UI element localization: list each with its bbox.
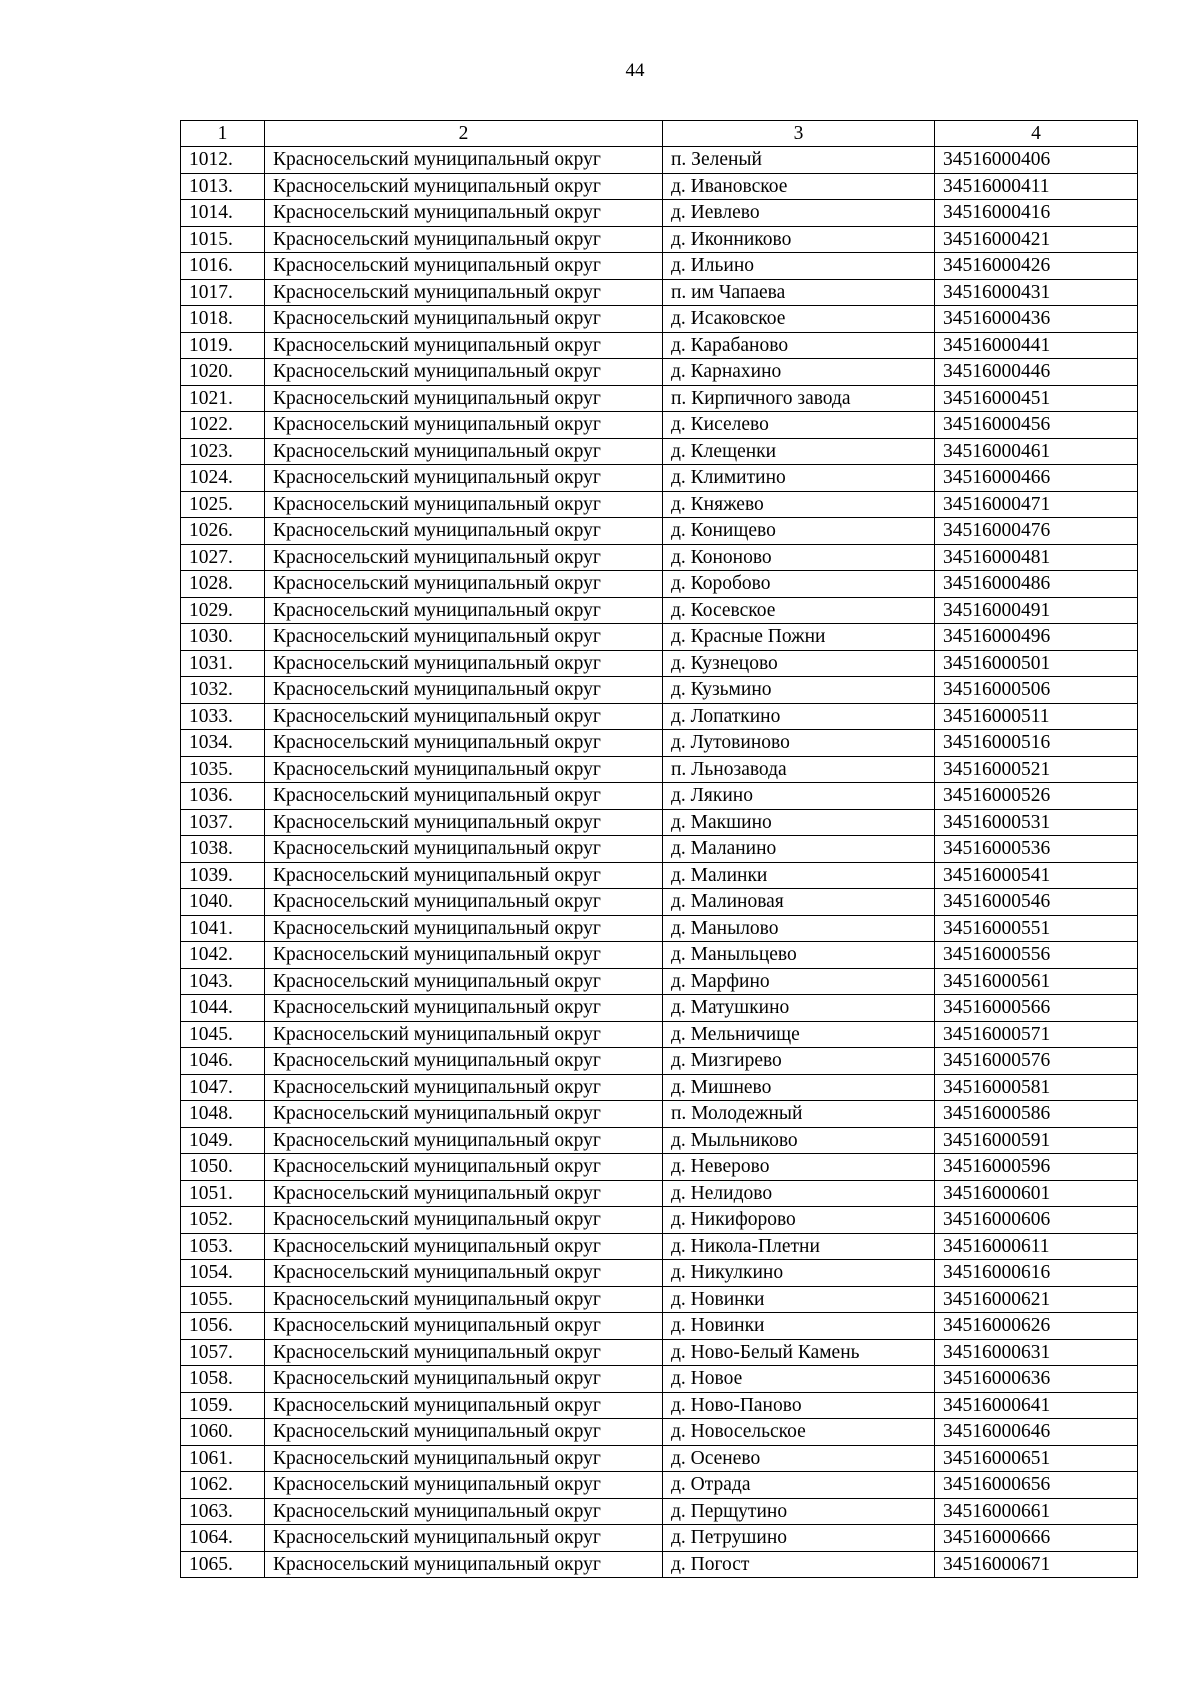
oktmo-code-cell: 34516000616: [935, 1260, 1138, 1287]
settlement-cell: п. им Чапаева: [663, 279, 935, 306]
row-number-cell: 1012.: [181, 147, 265, 174]
oktmo-code-cell: 34516000546: [935, 889, 1138, 916]
table-row: [181, 703, 1138, 730]
oktmo-code-cell: 34516000666: [935, 1525, 1138, 1552]
column-header-1: 1: [181, 121, 265, 147]
table-row: [181, 809, 1138, 836]
table-row: [181, 465, 1138, 492]
table-row: [181, 915, 1138, 942]
settlement-cell: д. Кононово: [663, 544, 935, 571]
registry-table: [180, 120, 1138, 1578]
oktmo-code-cell: 34516000541: [935, 862, 1138, 889]
municipality-cell: Красносельский муниципальный округ: [265, 1419, 663, 1446]
row-number-cell: 1063.: [181, 1498, 265, 1525]
settlement-cell: д. Киселево: [663, 412, 935, 439]
settlement-cell: д. Конищево: [663, 518, 935, 545]
row-number-cell: 1018.: [181, 306, 265, 333]
settlement-cell: д. Новинки: [663, 1286, 935, 1313]
table-row: [181, 1074, 1138, 1101]
municipality-cell: Красносельский муниципальный округ: [265, 253, 663, 280]
oktmo-code-cell: 34516000651: [935, 1445, 1138, 1472]
oktmo-code-cell: 34516000621: [935, 1286, 1138, 1313]
oktmo-code-cell: 34516000631: [935, 1339, 1138, 1366]
settlement-cell: д. Красные Пожни: [663, 624, 935, 651]
oktmo-code-cell: 34516000611: [935, 1233, 1138, 1260]
oktmo-code-cell: 34516000486: [935, 571, 1138, 598]
oktmo-code-cell: 34516000531: [935, 809, 1138, 836]
municipality-cell: Красносельский муниципальный округ: [265, 279, 663, 306]
municipality-cell: Красносельский муниципальный округ: [265, 1048, 663, 1075]
table-row: [181, 1392, 1138, 1419]
column-header-2: 2: [265, 121, 663, 147]
settlement-cell: д. Никола-Плетни: [663, 1233, 935, 1260]
row-number-cell: 1032.: [181, 677, 265, 704]
table-row: [181, 968, 1138, 995]
row-number-cell: 1051.: [181, 1180, 265, 1207]
table-row: [181, 756, 1138, 783]
oktmo-code-cell: 34516000601: [935, 1180, 1138, 1207]
settlement-cell: д. Климитино: [663, 465, 935, 492]
oktmo-code-cell: 34516000566: [935, 995, 1138, 1022]
municipality-cell: Красносельский муниципальный округ: [265, 756, 663, 783]
municipality-cell: Красносельский муниципальный округ: [265, 1154, 663, 1181]
municipality-cell: Красносельский муниципальный округ: [265, 359, 663, 386]
settlement-cell: д. Новосельское: [663, 1419, 935, 1446]
municipality-cell: Красносельский муниципальный округ: [265, 412, 663, 439]
oktmo-code-cell: 34516000471: [935, 491, 1138, 518]
municipality-cell: Красносельский муниципальный округ: [265, 1021, 663, 1048]
row-number-cell: 1058.: [181, 1366, 265, 1393]
table-body: [181, 147, 1138, 1578]
oktmo-code-cell: 34516000581: [935, 1074, 1138, 1101]
table-row: [181, 730, 1138, 757]
settlement-cell: д. Никифорово: [663, 1207, 935, 1234]
row-number-cell: 1029.: [181, 597, 265, 624]
oktmo-code-cell: 34516000526: [935, 783, 1138, 810]
settlement-cell: д. Нелидово: [663, 1180, 935, 1207]
table-row: [181, 253, 1138, 280]
settlement-cell: п. Молодежный: [663, 1101, 935, 1128]
municipality-cell: Красносельский муниципальный округ: [265, 1366, 663, 1393]
row-number-cell: 1017.: [181, 279, 265, 306]
row-number-cell: 1025.: [181, 491, 265, 518]
table-row: [181, 1048, 1138, 1075]
table-row: [181, 200, 1138, 227]
settlement-cell: д. Новое: [663, 1366, 935, 1393]
row-number-cell: 1016.: [181, 253, 265, 280]
settlement-cell: д. Мишнево: [663, 1074, 935, 1101]
row-number-cell: 1014.: [181, 200, 265, 227]
row-number-cell: 1045.: [181, 1021, 265, 1048]
table-row: [181, 412, 1138, 439]
row-number-cell: 1047.: [181, 1074, 265, 1101]
table-row: [181, 597, 1138, 624]
settlement-cell: п. Зеленый: [663, 147, 935, 174]
settlement-cell: д. Карнахино: [663, 359, 935, 386]
municipality-cell: Красносельский муниципальный округ: [265, 836, 663, 863]
row-number-cell: 1050.: [181, 1154, 265, 1181]
settlement-cell: д. Мизгирево: [663, 1048, 935, 1075]
table-row: [181, 438, 1138, 465]
municipality-cell: Красносельский муниципальный округ: [265, 624, 663, 651]
municipality-cell: Красносельский муниципальный округ: [265, 544, 663, 571]
settlement-cell: д. Кузьмино: [663, 677, 935, 704]
row-number-cell: 1034.: [181, 730, 265, 757]
row-number-cell: 1021.: [181, 385, 265, 412]
settlement-cell: д. Исаковское: [663, 306, 935, 333]
oktmo-code-cell: 34516000591: [935, 1127, 1138, 1154]
row-number-cell: 1040.: [181, 889, 265, 916]
row-number-cell: 1035.: [181, 756, 265, 783]
row-number-cell: 1020.: [181, 359, 265, 386]
oktmo-code-cell: 34516000636: [935, 1366, 1138, 1393]
row-number-cell: 1015.: [181, 226, 265, 253]
row-number-cell: 1041.: [181, 915, 265, 942]
municipality-cell: Красносельский муниципальный округ: [265, 1551, 663, 1578]
table-row: [181, 1021, 1138, 1048]
oktmo-code-cell: 34516000536: [935, 836, 1138, 863]
municipality-cell: Красносельский муниципальный округ: [265, 518, 663, 545]
municipality-cell: Красносельский муниципальный округ: [265, 226, 663, 253]
municipality-cell: Красносельский муниципальный округ: [265, 677, 663, 704]
row-number-cell: 1038.: [181, 836, 265, 863]
table-row: [181, 306, 1138, 333]
oktmo-code-cell: 34516000406: [935, 147, 1138, 174]
municipality-cell: Красносельский муниципальный округ: [265, 650, 663, 677]
settlement-cell: д. Ивановское: [663, 173, 935, 200]
table-row: [181, 650, 1138, 677]
municipality-cell: Красносельский муниципальный округ: [265, 1339, 663, 1366]
settlement-cell: д. Клещенки: [663, 438, 935, 465]
settlement-cell: д. Карабаново: [663, 332, 935, 359]
oktmo-code-cell: 34516000481: [935, 544, 1138, 571]
municipality-cell: Красносельский муниципальный округ: [265, 968, 663, 995]
settlement-cell: д. Коробово: [663, 571, 935, 598]
page-number: 44: [625, 60, 645, 81]
municipality-cell: Красносельский муниципальный округ: [265, 889, 663, 916]
row-number-cell: 1033.: [181, 703, 265, 730]
table-row: [181, 332, 1138, 359]
oktmo-code-cell: 34516000561: [935, 968, 1138, 995]
table-row: [181, 359, 1138, 386]
settlement-cell: д. Маланино: [663, 836, 935, 863]
table-row: [181, 1445, 1138, 1472]
table-row: [181, 1286, 1138, 1313]
municipality-cell: Красносельский муниципальный округ: [265, 915, 663, 942]
municipality-cell: Красносельский муниципальный округ: [265, 809, 663, 836]
row-number-cell: 1036.: [181, 783, 265, 810]
row-number-cell: 1023.: [181, 438, 265, 465]
oktmo-code-cell: 34516000421: [935, 226, 1138, 253]
oktmo-code-cell: 34516000436: [935, 306, 1138, 333]
row-number-cell: 1013.: [181, 173, 265, 200]
table-row: [181, 1180, 1138, 1207]
table-row: [181, 1260, 1138, 1287]
table-row: [181, 173, 1138, 200]
oktmo-code-cell: 34516000501: [935, 650, 1138, 677]
settlement-cell: д. Осенево: [663, 1445, 935, 1472]
settlement-cell: д. Княжево: [663, 491, 935, 518]
municipality-cell: Красносельский муниципальный округ: [265, 1101, 663, 1128]
table-row: [181, 1525, 1138, 1552]
municipality-cell: Красносельский муниципальный округ: [265, 491, 663, 518]
settlement-cell: п. Льнозавода: [663, 756, 935, 783]
table-row: [181, 518, 1138, 545]
municipality-cell: Красносельский муниципальный округ: [265, 438, 663, 465]
table-row: [181, 1207, 1138, 1234]
table-row: [181, 1419, 1138, 1446]
table-row: [181, 624, 1138, 651]
oktmo-code-cell: 34516000661: [935, 1498, 1138, 1525]
oktmo-code-cell: 34516000551: [935, 915, 1138, 942]
oktmo-code-cell: 34516000456: [935, 412, 1138, 439]
table-row: [181, 836, 1138, 863]
row-number-cell: 1064.: [181, 1525, 265, 1552]
settlement-cell: д. Отрада: [663, 1472, 935, 1499]
settlement-cell: д. Малинки: [663, 862, 935, 889]
settlement-cell: д. Перщутино: [663, 1498, 935, 1525]
table-row: [181, 385, 1138, 412]
row-number-cell: 1024.: [181, 465, 265, 492]
municipality-cell: Красносельский муниципальный округ: [265, 385, 663, 412]
oktmo-code-cell: 34516000446: [935, 359, 1138, 386]
oktmo-code-cell: 34516000606: [935, 1207, 1138, 1234]
settlement-cell: д. Марфино: [663, 968, 935, 995]
oktmo-code-cell: 34516000431: [935, 279, 1138, 306]
row-number-cell: 1019.: [181, 332, 265, 359]
municipality-cell: Красносельский муниципальный округ: [265, 1392, 663, 1419]
oktmo-code-cell: 34516000641: [935, 1392, 1138, 1419]
table-row: [181, 1233, 1138, 1260]
row-number-cell: 1048.: [181, 1101, 265, 1128]
table-row: [181, 995, 1138, 1022]
row-number-cell: 1059.: [181, 1392, 265, 1419]
row-number-cell: 1031.: [181, 650, 265, 677]
oktmo-code-cell: 34516000521: [935, 756, 1138, 783]
oktmo-code-cell: 34516000556: [935, 942, 1138, 969]
table-row: [181, 783, 1138, 810]
municipality-cell: Красносельский муниципальный округ: [265, 332, 663, 359]
column-header-3: 3: [663, 121, 935, 147]
settlement-cell: д. Косевское: [663, 597, 935, 624]
municipality-cell: Красносельский муниципальный округ: [265, 730, 663, 757]
settlement-cell: д. Ильино: [663, 253, 935, 280]
row-number-cell: 1054.: [181, 1260, 265, 1287]
row-number-cell: 1027.: [181, 544, 265, 571]
settlement-cell: д. Манылово: [663, 915, 935, 942]
table-row: [181, 862, 1138, 889]
settlement-cell: д. Петрушино: [663, 1525, 935, 1552]
column-header-4: 4: [935, 121, 1138, 147]
settlement-cell: д. Лопаткино: [663, 703, 935, 730]
table-row: [181, 942, 1138, 969]
table-row: [181, 1154, 1138, 1181]
row-number-cell: 1044.: [181, 995, 265, 1022]
oktmo-code-cell: 34516000491: [935, 597, 1138, 624]
municipality-cell: Красносельский муниципальный округ: [265, 1525, 663, 1552]
oktmo-code-cell: 34516000656: [935, 1472, 1138, 1499]
row-number-cell: 1061.: [181, 1445, 265, 1472]
table-row: [181, 279, 1138, 306]
municipality-cell: Красносельский муниципальный округ: [265, 1127, 663, 1154]
row-number-cell: 1030.: [181, 624, 265, 651]
row-number-cell: 1026.: [181, 518, 265, 545]
row-number-cell: 1043.: [181, 968, 265, 995]
municipality-cell: Красносельский муниципальный округ: [265, 1074, 663, 1101]
settlement-cell: д. Лякино: [663, 783, 935, 810]
municipality-cell: Красносельский муниципальный округ: [265, 783, 663, 810]
settlement-cell: д. Ново-Белый Камень: [663, 1339, 935, 1366]
settlement-cell: д. Ново-Паново: [663, 1392, 935, 1419]
oktmo-code-cell: 34516000476: [935, 518, 1138, 545]
municipality-cell: Красносельский муниципальный округ: [265, 306, 663, 333]
settlement-cell: д. Новинки: [663, 1313, 935, 1340]
row-number-cell: 1056.: [181, 1313, 265, 1340]
settlement-cell: д. Мыльниково: [663, 1127, 935, 1154]
municipality-cell: Красносельский муниципальный округ: [265, 1260, 663, 1287]
settlement-cell: д. Малиновая: [663, 889, 935, 916]
row-number-cell: 1057.: [181, 1339, 265, 1366]
settlement-cell: д. Маныльцево: [663, 942, 935, 969]
row-number-cell: 1055.: [181, 1286, 265, 1313]
table-row: [181, 226, 1138, 253]
municipality-cell: Красносельский муниципальный округ: [265, 571, 663, 598]
municipality-cell: Красносельский муниципальный округ: [265, 942, 663, 969]
oktmo-code-cell: 34516000511: [935, 703, 1138, 730]
settlement-cell: п. Кирпичного завода: [663, 385, 935, 412]
table-row: [181, 1498, 1138, 1525]
settlement-cell: д. Лутовиново: [663, 730, 935, 757]
municipality-cell: Красносельский муниципальный округ: [265, 147, 663, 174]
oktmo-code-cell: 34516000451: [935, 385, 1138, 412]
row-number-cell: 1022.: [181, 412, 265, 439]
municipality-cell: Красносельский муниципальный округ: [265, 465, 663, 492]
oktmo-code-cell: 34516000586: [935, 1101, 1138, 1128]
municipality-cell: Красносельский муниципальный округ: [265, 1445, 663, 1472]
settlement-cell: д. Иевлево: [663, 200, 935, 227]
municipality-cell: Красносельский муниципальный округ: [265, 597, 663, 624]
row-number-cell: 1065.: [181, 1551, 265, 1578]
row-number-cell: 1037.: [181, 809, 265, 836]
oktmo-code-cell: 34516000646: [935, 1419, 1138, 1446]
table-row: [181, 677, 1138, 704]
settlement-cell: д. Матушкино: [663, 995, 935, 1022]
table-row: [181, 1339, 1138, 1366]
row-number-cell: 1060.: [181, 1419, 265, 1446]
municipality-cell: Красносельский муниципальный округ: [265, 862, 663, 889]
table-row: [181, 1551, 1138, 1578]
oktmo-code-cell: 34516000441: [935, 332, 1138, 359]
settlement-cell: д. Никулкино: [663, 1260, 935, 1287]
table-row: [181, 889, 1138, 916]
table-row: [181, 1313, 1138, 1340]
settlement-cell: д. Иконниково: [663, 226, 935, 253]
row-number-cell: 1039.: [181, 862, 265, 889]
row-number-cell: 1028.: [181, 571, 265, 598]
oktmo-code-cell: 34516000506: [935, 677, 1138, 704]
municipality-cell: Красносельский муниципальный округ: [265, 995, 663, 1022]
row-number-cell: 1046.: [181, 1048, 265, 1075]
table-row: [181, 491, 1138, 518]
table-row: [181, 1472, 1138, 1499]
table-row: [181, 544, 1138, 571]
municipality-cell: Красносельский муниципальный округ: [265, 1180, 663, 1207]
table-row: [181, 147, 1138, 174]
oktmo-code-cell: 34516000461: [935, 438, 1138, 465]
municipality-cell: Красносельский муниципальный округ: [265, 1472, 663, 1499]
table-row: [181, 1366, 1138, 1393]
row-number-cell: 1053.: [181, 1233, 265, 1260]
municipality-cell: Красносельский муниципальный округ: [265, 1233, 663, 1260]
row-number-cell: 1052.: [181, 1207, 265, 1234]
oktmo-code-cell: 34516000596: [935, 1154, 1138, 1181]
row-number-cell: 1042.: [181, 942, 265, 969]
row-number-cell: 1049.: [181, 1127, 265, 1154]
table-row: [181, 1101, 1138, 1128]
settlement-cell: д. Неверово: [663, 1154, 935, 1181]
oktmo-code-cell: 34516000626: [935, 1313, 1138, 1340]
oktmo-code-cell: 34516000416: [935, 200, 1138, 227]
header-row: [181, 121, 1138, 147]
settlement-cell: д. Кузнецово: [663, 650, 935, 677]
oktmo-code-cell: 34516000411: [935, 173, 1138, 200]
municipality-cell: Красносельский муниципальный округ: [265, 1207, 663, 1234]
oktmo-code-cell: 34516000426: [935, 253, 1138, 280]
settlement-cell: д. Мельничище: [663, 1021, 935, 1048]
table-row: [181, 571, 1138, 598]
table-row: [181, 1127, 1138, 1154]
settlement-cell: д. Макшино: [663, 809, 935, 836]
municipality-cell: Красносельский муниципальный округ: [265, 703, 663, 730]
municipality-cell: Красносельский муниципальный округ: [265, 200, 663, 227]
oktmo-code-cell: 34516000671: [935, 1551, 1138, 1578]
oktmo-code-cell: 34516000576: [935, 1048, 1138, 1075]
oktmo-code-cell: 34516000516: [935, 730, 1138, 757]
oktmo-code-cell: 34516000571: [935, 1021, 1138, 1048]
settlement-cell: д. Погост: [663, 1551, 935, 1578]
municipality-cell: Красносельский муниципальный округ: [265, 1498, 663, 1525]
municipality-cell: Красносельский муниципальный округ: [265, 1286, 663, 1313]
oktmo-code-cell: 34516000496: [935, 624, 1138, 651]
municipality-cell: Красносельский муниципальный округ: [265, 1313, 663, 1340]
municipality-cell: Красносельский муниципальный округ: [265, 173, 663, 200]
oktmo-code-cell: 34516000466: [935, 465, 1138, 492]
row-number-cell: 1062.: [181, 1472, 265, 1499]
